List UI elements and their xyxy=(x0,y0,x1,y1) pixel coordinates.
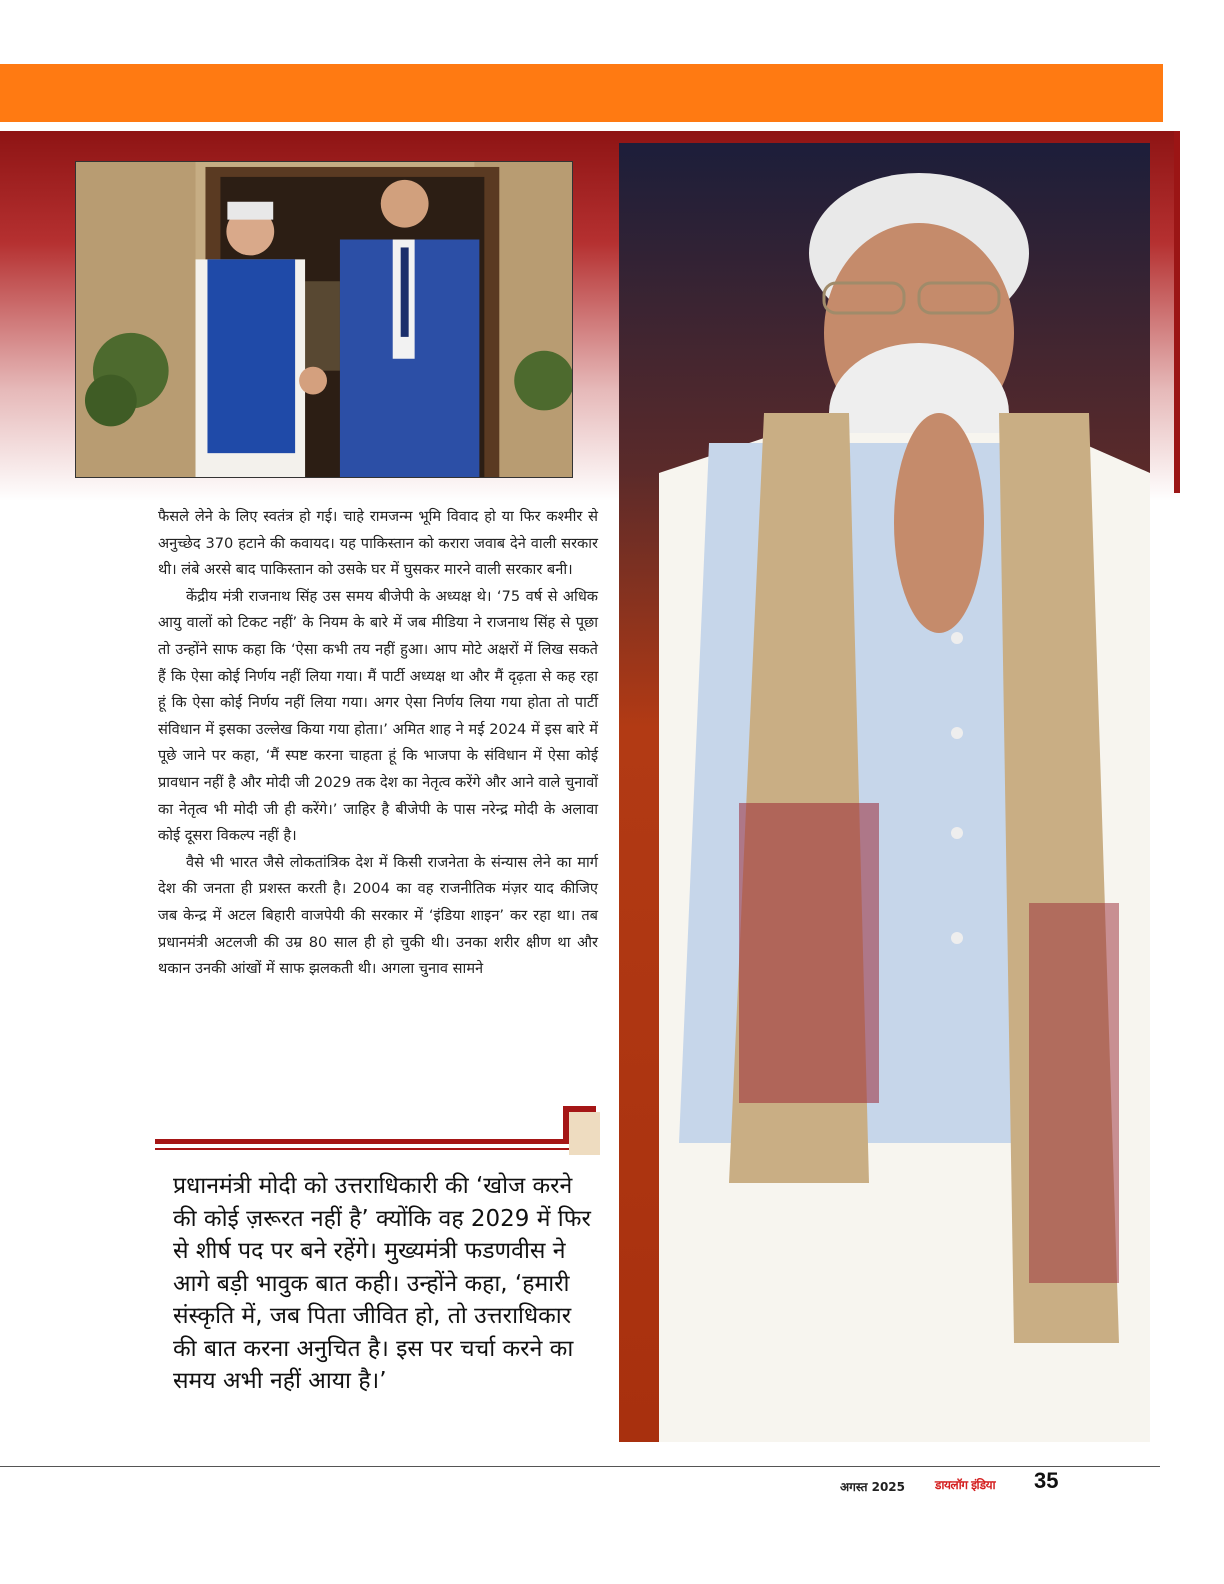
magazine-logo: डायलॉग इंडिया xyxy=(935,1478,996,1492)
article-paragraph: केंद्रीय मंत्री राजनाथ सिंह उस समय बीजेपी के अध्यक्ष थे। ‘75 वर्ष से अधिक आयु वालों को टिकट नहीं’ के नियम के बारे में जब मीडिया ने राजनाथ सिंह से पूछा तो उन्होंने साफ कहा कि ‘ऐसा कभी तय नहीं हुआ। आप मोटे अक्षरों में लिख सकते हैं कि ऐसा कोई निर्णय नहीं लिया गया। मैं पार्टी अध्यक्ष था और मैं दृढ़ता से कह रहा हूं कि ऐसा कोई निर्णय नहीं लिया गया। अगर ऐसा निर्णय लिया गया होता तो पार्टी संविधान में इसका उल्लेख किया गया होता।’ अमित शाह ने मई 2024 में इस बारे में पूछे जाने पर कहा, ‘मैं स्पष्ट करना चाहता हूं कि भाजपा के संविधान में ऐसा कोई प्रावधान नहीं है और मोदी जी 2029 तक देश का नेतृत्व करेंगे और आने वाले चुनावों का नेतृत्व भी मोदी जी ही करेंगे।’ जाहिर है बीजेपी के पास नरेन्द्र मोदी के अलावा कोई दूसरा विकल्प नहीं है। xyxy=(158,587,598,845)
pullquote-rule xyxy=(155,1139,567,1144)
pullquote-rule xyxy=(155,1148,575,1150)
header-orange-band xyxy=(0,64,1163,122)
article-body xyxy=(158,504,598,983)
pullquote-text: प्रधानमंत्री मोदी को उत्तराधिकारी की ‘खोज करने की कोई ज़रूरत नहीं है’ क्योंकि वह 2029 में फिर से शीर्ष पद पर बने रहेंगे। मुख्यमंत्री फडणवीस ने आगे बड़ी भावुक बात कही। उन्होंने कहा, ‘हमारी संस्कृति में, जब पिता जीवित हो, तो उत्तराधिकार की बात करना अनुचित है। इस पर चर्चा करने का समय अभी नहीं आया है।’ xyxy=(173,1173,591,1394)
footer-rule xyxy=(0,1466,1160,1467)
main-portrait-photo xyxy=(619,143,1150,1442)
red-edge-bar xyxy=(1174,131,1180,493)
article-paragraph: वैसे भी भारत जैसे लोकतांत्रिक देश में किसी राजनेता के संन्यास लेने का मार्ग देश की जनता ही प्रशस्त करती है। 2004 का वह राजनीतिक मंज़र याद कीजिए जब केन्द्र में अटल बिहारी वाजपेयी की सरकार में ‘इंडिया शाइन’ कर रहा था। तब प्रधानमंत्री अटलजी की उम्र 80 साल ही हो चुकी थी। उनका शरीर क्षीण था और थकान उनकी आंखों में साफ झलकती थी। अगला चुनाव सामने xyxy=(158,853,598,978)
footer-date: अगस्त 2025 xyxy=(840,1480,906,1494)
handshake-photo xyxy=(75,161,573,478)
article-paragraph: फैसले लेने के लिए स्वतंत्र हो गई। चाहे रामजन्म भूमि विवाद हो या फिर कश्मीर से अनुच्छेद 370 हटाने की कवायद। यह पाकिस्तान को करारा जवाब देने वाली सरकार थी। लंबे अरसे बाद पाकिस्तान को उसके घर में घुसकर मारने वाली सरकार बनी। xyxy=(158,508,598,579)
page-number: 35 xyxy=(1034,1468,1059,1493)
pullquote-box xyxy=(569,1112,600,1155)
